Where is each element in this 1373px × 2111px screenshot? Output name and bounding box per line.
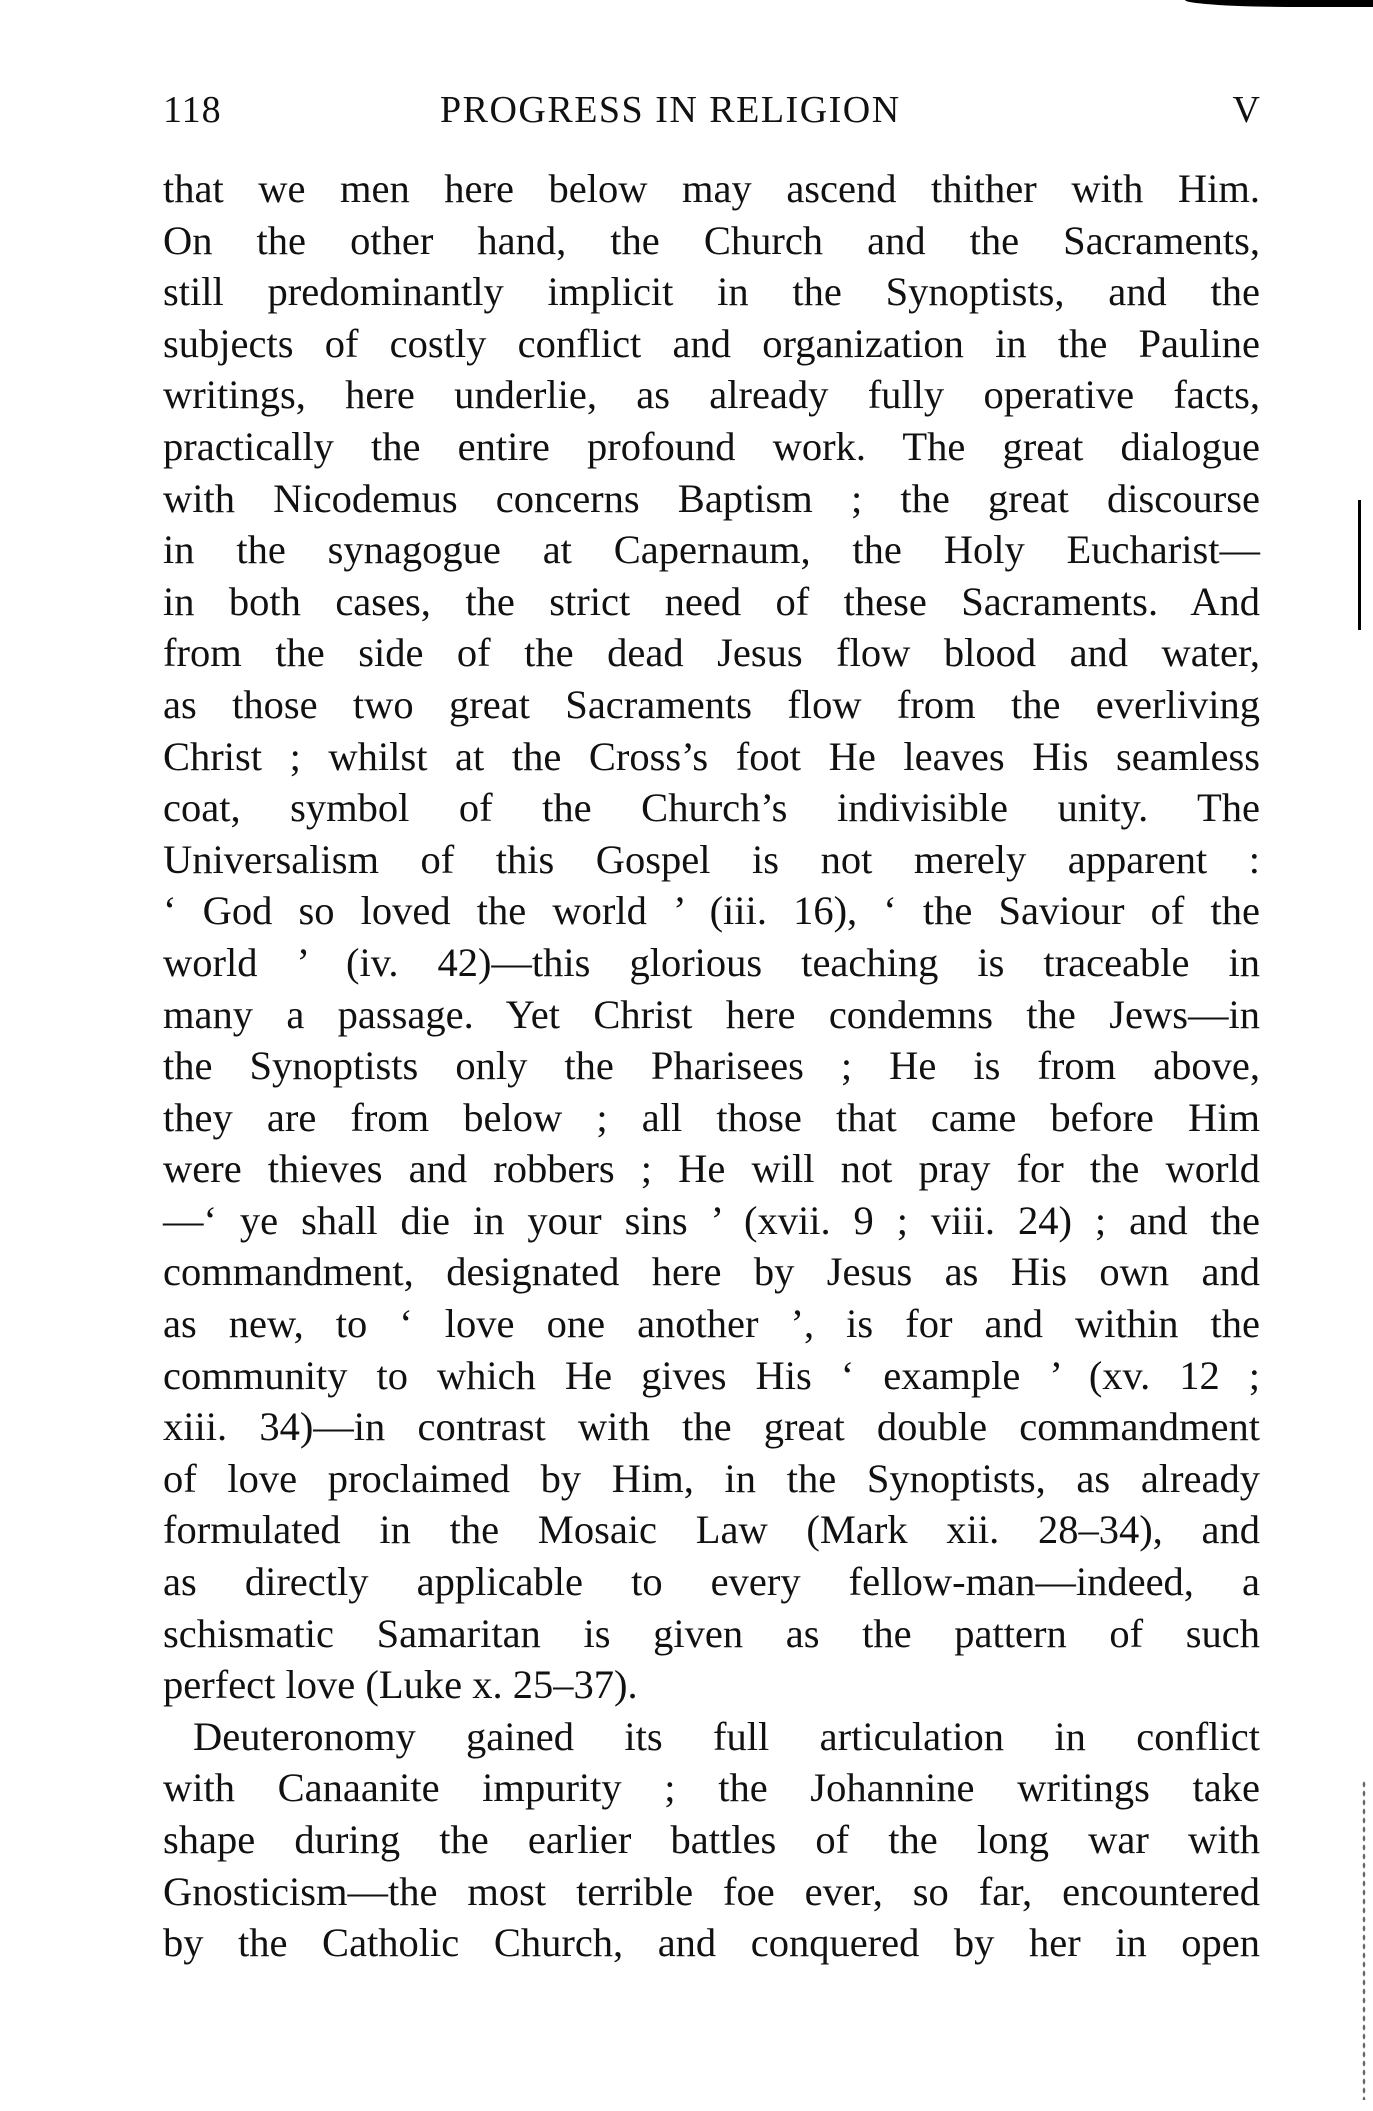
text-line: xiii. 34)—in contrast with the great double commandment — [163, 1404, 1260, 1450]
text-line: Universalism of this Gospel is not merely apparent : — [163, 836, 1260, 882]
text-line: formulated in the Mosaic Law (Mark xii. 28–34), and — [163, 1507, 1260, 1553]
text-line: were thieves and robbers ; He will not pray for the world — [163, 1146, 1260, 1192]
text-line: —‘ ye shall die in your sins ’ (xvii. 9 ; viii. 24) ; and the — [163, 1197, 1260, 1243]
text-line: as new, to ‘ love one another ’, is for and within the — [163, 1301, 1260, 1347]
text-line: the Synoptists only the Pharisees ; He is from above, — [163, 1043, 1260, 1089]
text-line: writings, here underlie, as already fully operative facts, — [163, 372, 1260, 418]
text-line: of love proclaimed by Him, in the Synoptists, as already — [163, 1455, 1260, 1501]
text-line: with Nicodemus concerns Baptism ; the great discourse — [163, 475, 1260, 521]
text-line: as directly applicable to every fellow-man—indeed, a — [163, 1559, 1260, 1605]
paragraph-start-line: Deuteronomy gained its full articulation in conflict — [193, 1713, 1260, 1759]
text-line: community to which He gives His ‘ example ’ (xv. 12 ; — [163, 1352, 1260, 1398]
text-line: ‘ God so loved the world ’ (iii. 16), ‘ the Saviour of the — [163, 888, 1260, 934]
text-line: schismatic Samaritan is given as the pattern of such — [163, 1610, 1260, 1656]
text-line: still predominantly implicit in the Synoptists, and the — [163, 269, 1260, 315]
text-line: in both cases, the strict need of these Sacraments. And — [163, 578, 1260, 624]
page-number: 118 — [163, 89, 222, 131]
chapter-number: V — [1232, 89, 1260, 131]
text-line: many a passage. Yet Christ here condemns the Jews—in — [163, 991, 1260, 1037]
text-line: commandment, designated here by Jesus as His own and — [163, 1249, 1260, 1295]
text-line: by the Catholic Church, and conquered by her in open — [163, 1920, 1260, 1966]
text-line: world ’ (iv. 42)—this glorious teaching is traceable in — [163, 939, 1260, 985]
text-line: Gnosticism—the most terrible foe ever, so far, encountered — [163, 1868, 1260, 1914]
running-title: PROGRESS IN RELIGION — [440, 89, 901, 131]
body-text — [163, 163, 1260, 1969]
scan-speckles — [1362, 1780, 1366, 2100]
text-line: they are from below ; all those that came before Him — [163, 1094, 1260, 1140]
text-line: from the side of the dead Jesus flow blood and water, — [163, 630, 1260, 676]
paragraph-end-line: perfect love (Luke x. 25–37). — [163, 1662, 638, 1708]
text-line: that we men here below may ascend thither with Him. — [163, 166, 1260, 211]
scan-edge-mark — [1358, 500, 1361, 630]
scan-edge-shadow — [1185, 0, 1373, 7]
text-line: as those two great Sacraments flow from the everliving — [163, 681, 1260, 727]
text-line: coat, symbol of the Church’s indivisible unity. The — [163, 785, 1260, 831]
text-line: in the synagogue at Capernaum, the Holy Eucharist— — [163, 527, 1260, 573]
text-line: On the other hand, the Church and the Sacraments, — [163, 217, 1260, 263]
text-line: shape during the earlier battles of the long war with — [163, 1817, 1260, 1862]
text-line: with Canaanite impurity ; the Johannine writings take — [163, 1765, 1260, 1811]
text-line: practically the entire profound work. The great dialogue — [163, 423, 1260, 469]
text-line: Christ ; whilst at the Cross’s foot He leaves His seamless — [163, 733, 1260, 779]
text-line: subjects of costly conflict and organization in the Pauline — [163, 320, 1260, 366]
running-head — [163, 88, 1260, 132]
